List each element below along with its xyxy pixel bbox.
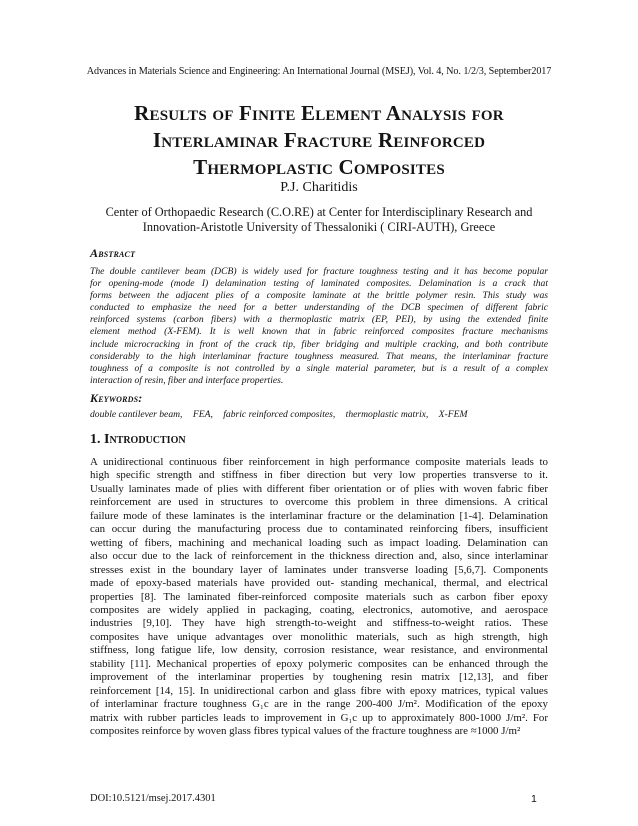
abstract-line: reinforced systems (carbon fibers) with a thermoplastic matrix (EP, PEI), by using the extended finite	[90, 314, 548, 326]
running-head: Advances in Materials Science and Engineering: An International Journal (MSEJ), Vol. 4, No. 1/2/3, September2017	[86, 66, 552, 77]
abstract-line: for opening-mode (mode I) delamination testing of laminated composites. Delamination is a crack that	[90, 278, 548, 290]
body-line: stresses exist in the boundary layer of laminates under transverse loading [5,6,7]. Components	[90, 563, 548, 576]
body-line: industries [9,10]. They have high strength-to-weight and stiffness-to-weight ratios. These	[90, 617, 548, 630]
body-line: composites reinforce by woven glass fibres typical values of the fracture toughness are ≈1000 J/m²	[90, 725, 521, 738]
author-name: P.J. Charitidis	[280, 180, 358, 195]
body-line: stability [11]. Mechanical properties of epoxy polymeric composites can be enhanced through the	[90, 657, 548, 670]
body-line: made of epoxy-based materials have provided out- standing mechanical, thermal, and electrical	[90, 577, 548, 590]
keyword: thermoplastic matrix,	[345, 409, 429, 420]
abstract-line: The double cantilever beam (DCB) is widely used for fracture toughness testing and it has become popular	[90, 266, 548, 277]
doi-link[interactable]: DOI:10.5121/msej.2017.4301	[90, 793, 216, 804]
keyword: FEA,	[192, 409, 213, 420]
abstract-line: conducted to emphasize the need for a better understanding of the DCB specimen of different fabric	[90, 302, 548, 314]
abstract-line: interaction of resin, fiber and interface properties.	[90, 374, 284, 386]
body-line: stiffness, long fatigue life, low density, corrosion resistance, wear resistance, and environmental	[90, 644, 548, 657]
keywords-heading: Keywords:	[90, 391, 143, 405]
body-line: properties [8]. The laminated fiber-reinforced composite materials such as carbon fiber epoxy	[90, 590, 548, 603]
body-line: also occur due to the lack of reinforcement in the thickness direction and, also, since interlaminar	[90, 550, 548, 563]
abstract-line: element method (X-FEM). It is well known that in fabric reinforced composites fracture mechanisms	[90, 326, 548, 338]
body-line: reinforcement [14, 15]. In unidirectional carbon and glass fibre with epoxy matrices, typical values	[90, 684, 548, 697]
keyword: double cantilever beam,	[90, 409, 183, 420]
affiliation-line: Center of Orthopaedic Research (C.O.RE) at Center for Interdisciplinary Research and	[105, 205, 533, 219]
body-line: matrix with rubber particles leads to improvement in G₁c up to approximately 800-1000 J/m². For	[90, 711, 548, 724]
keyword: X-FEM	[438, 409, 468, 420]
abstract-heading: Abstract	[90, 246, 136, 260]
abstract-line: forms between the adjacent plies of a composite laminate at the brittle polymer resin. This study was	[90, 290, 548, 302]
body-line: failure mode of these laminates is the interlaminar fracture or the delamination [1-4]. Delamination	[90, 509, 548, 522]
introduction-heading: 1. Introduction	[90, 432, 186, 447]
abstract-line: considerably to the high interlaminar fracture toughness measured. That means, the interlaminar fracture	[90, 350, 548, 362]
body-line: Usually laminates made of plies with different fiber orientation or of plies with woven fabric fiber	[90, 482, 548, 495]
keyword: fabric reinforced composites,	[223, 409, 336, 420]
abstract-line: include microcracking in front of the crack tip, fiber bridging and multiple cracking, and both contribute	[90, 338, 548, 350]
title-line: Interlaminar Fracture Reinforced	[152, 128, 486, 152]
affiliation-line: Innovation-Aristotle University of Thessaloniki ( CIRI-AUTH), Greece	[142, 220, 496, 234]
body-line: can occur during the manufacturing process due to contaminated reinforcing fibers, insufficient	[90, 523, 548, 536]
abstract-text	[90, 266, 548, 387]
abstract-line: toughness of a composite is not controlled by a single material parameter, but is a result of a complex	[90, 362, 548, 374]
body-line: high specific strength and stiffness in fiber direction but very low properties transverse to it.	[90, 469, 548, 482]
body-line: composites are widely applied in packaging, coating, electronics, automotive, and aerospace	[90, 603, 548, 616]
body-line: of interlaminar fracture toughness G₁c are in the range 200-400 J/m². Modification of the epoxy	[90, 698, 548, 711]
body-line: reinforcement are used in structures to overcome this problem in three dimensions. A critical	[90, 496, 548, 509]
author-affiliation	[70, 205, 568, 235]
body-line: improvement of the interlaminar properties by toughening resin matrix [12,13], and fiber	[90, 671, 548, 684]
paper-title	[60, 100, 578, 181]
title-line: Results of Finite Element Analysis for	[134, 101, 504, 125]
body-line: A unidirectional continuous fiber reinforcement in high performance composite materials leads to	[90, 456, 548, 468]
introduction-text	[90, 456, 548, 739]
keywords-list	[90, 409, 475, 420]
page-number: 1	[531, 793, 537, 805]
body-line: composites have unique advantages over monolithic materials, such as high strength, high	[90, 630, 548, 643]
title-line: Thermoplastic Composites	[193, 155, 445, 179]
body-line: wetting of fibers, machining and mechanical loading such as impact loading. Delamination can	[90, 536, 548, 549]
